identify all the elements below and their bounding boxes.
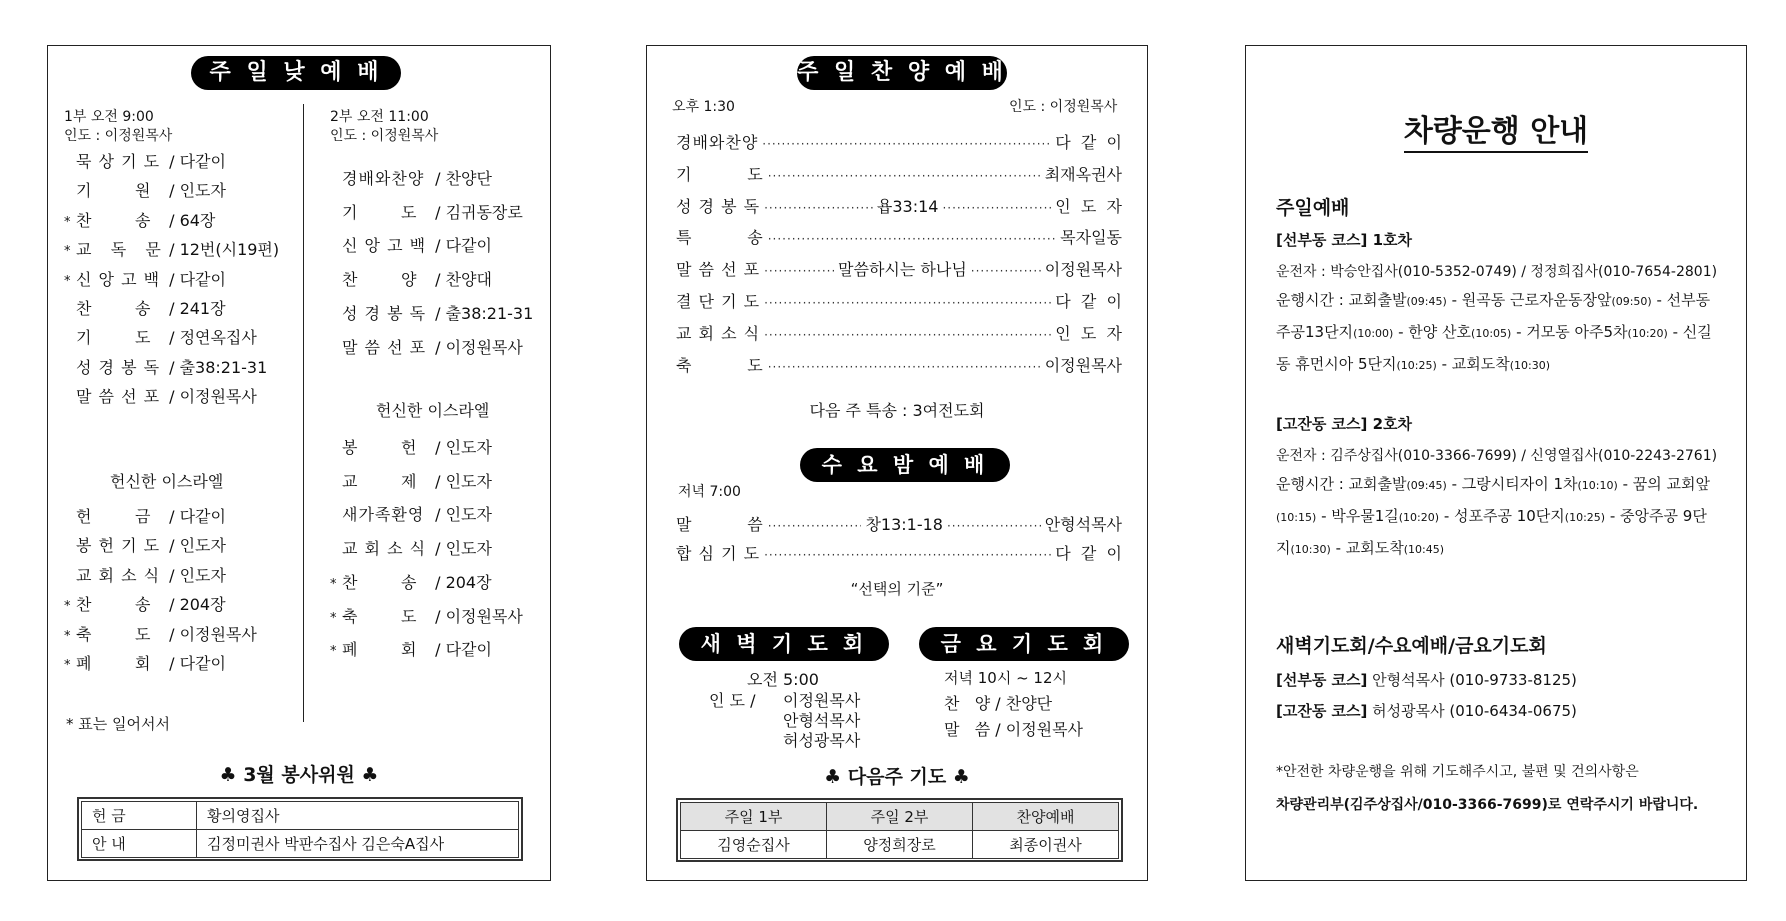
service-item (330, 335, 523, 358)
service-item-label: 성 경 봉 독 (76, 357, 161, 377)
standing-mark: * (330, 576, 337, 592)
service-item-label: 말 씀 (944, 720, 991, 739)
separator: / (164, 181, 180, 201)
service-item-value: 인도자 (179, 536, 226, 556)
service-item-label: 찬 양 (944, 694, 991, 713)
service-item (64, 267, 226, 290)
separator: / (164, 565, 180, 585)
wednesday-service-time: 저녁 7:00 (678, 484, 741, 500)
separator: / (164, 299, 180, 318)
service-item-value: 인도자 (445, 539, 492, 559)
service-item-label: 찬 송 (76, 299, 152, 318)
separator: / (164, 624, 180, 644)
volunteers-table (81, 801, 519, 858)
dawn-prayer-leader: 이정원목사 (783, 691, 861, 710)
service-item-label: 찬 양 (342, 270, 418, 290)
service-item-label: 합 심 기 도 (676, 544, 761, 563)
separator: / (164, 210, 180, 230)
wednesday-sermon-title: “선택의 기준” (850, 580, 944, 598)
table-row (82, 830, 519, 858)
service-item-label: 기 도 (76, 328, 152, 348)
wednesday-service-title: 수 요 밤 예 배 (800, 448, 1010, 482)
service-item (676, 162, 1122, 185)
route-stop: - 거모동 아주5차 (1511, 323, 1628, 341)
standing-mark: * (64, 599, 71, 615)
service-item (330, 502, 492, 525)
service-item-value: 인도자 (445, 438, 492, 457)
service-item-value: 다같이 (179, 269, 226, 289)
praise-service-time: 오후 1:30 (672, 99, 735, 115)
dot-leader (947, 519, 1041, 533)
service-item-value: 12번(시19편) (179, 240, 280, 260)
dawn-prayer-leader-label: 인 도 / (709, 691, 756, 710)
service-item-value: 인도자 (179, 181, 226, 201)
separator: / (430, 236, 446, 256)
service-item-value: 다같이 (445, 640, 492, 660)
route-time: (10:45) (1403, 543, 1445, 556)
course2-title: [고잔동 코스] 2호차 (1276, 415, 1413, 433)
route-time: (09:45) (1406, 295, 1447, 308)
service-item (330, 536, 492, 559)
dot-leader (768, 232, 1056, 246)
service-item-detail: 말씀하시는 하나님 (838, 260, 967, 280)
standing-mark: * (64, 273, 71, 289)
prayer-name: 양정희장로 (827, 831, 973, 859)
service-item-value: 인도자 (445, 505, 492, 525)
route-time: (10:30) (1290, 543, 1331, 556)
service-item-label: 말 씀 (676, 515, 764, 534)
service-item (64, 563, 226, 586)
service-item-label: 묵 상 기 도 (76, 152, 161, 171)
service-item (944, 691, 1052, 714)
service-item-label: 경배와찬양 (676, 133, 759, 152)
dot-leader (768, 360, 1041, 374)
service-item (330, 301, 533, 324)
service-item-detail: 창13:1-18 (865, 515, 943, 534)
service-item (676, 225, 1122, 248)
route-stop: - 중앙주공 9단지 (1276, 507, 1707, 557)
dawn-prayer-time: 오전 5:00 (747, 670, 819, 689)
separator: / (430, 202, 446, 222)
dawn-prayer-title: 새 벽 기 도 회 (679, 627, 889, 661)
service-item (676, 353, 1122, 376)
service-item-label: 교 독 문 (76, 240, 162, 260)
separator: / (430, 606, 446, 626)
service-item (64, 533, 226, 556)
route-stop: - 그랑시티자이 1차 (1446, 475, 1578, 493)
standing-mark: * (64, 628, 71, 644)
separator: / (164, 536, 180, 556)
friday-prayer-title: 금 요 기 도 회 (919, 627, 1129, 661)
second-service-sermon-title: 헌신한 이스라엘 (376, 401, 490, 420)
first-service-leader: 인도 : 이정원목사 (64, 128, 173, 144)
separator: / (164, 269, 180, 289)
service-item-label: 헌 금 (76, 507, 152, 526)
service-item-label: 성 경 봉 독 (676, 196, 761, 216)
course2-driver: 운전자 : 김주상집사(010-3366-7699) / 신영열집사(010-2243-2761) (1276, 448, 1718, 464)
service-item-value: 241장 (179, 299, 226, 318)
volunteer-role: 안 내 (82, 830, 197, 858)
volunteer-role: 헌 금 (82, 802, 197, 830)
weekday-course1 (1276, 669, 1577, 690)
service-item-label: 성 경 봉 독 (342, 303, 427, 323)
service-item-value: 찬양대 (445, 270, 492, 290)
route-time: (10:25) (1564, 511, 1606, 524)
separator: / (164, 387, 180, 407)
next-week-prayer-table (680, 802, 1119, 859)
service-item-value: 안형석목사 (1044, 515, 1122, 534)
next-week-prayer-title: ♣ 다음주 기도 ♣ (824, 766, 970, 788)
service-item-value: 이정원목사 (179, 624, 257, 644)
standing-mark: * (330, 610, 337, 626)
next-special-song: 다음 주 특송 : 3여전도회 (809, 401, 985, 420)
service-item-value: 찬양단 (445, 169, 492, 188)
service-item (676, 194, 1122, 217)
route-stop: - 꿈의 교회앞 (1617, 475, 1710, 493)
sunday-service-title: 주 일 낮 예 배 (191, 56, 401, 90)
first-service-time: 1부 오전 9:00 (64, 109, 154, 125)
service-item-value: 출38:21-31 (179, 357, 268, 377)
service-item-label: 말 씀 선 포 (76, 387, 161, 407)
service-item (676, 541, 1122, 564)
service-item-label: 찬 송 (76, 210, 152, 230)
dawn-prayer-leader: 안형석목사 (783, 711, 861, 730)
route-stop: 운행시간 : 교회출발 (1276, 291, 1407, 309)
dot-leader (764, 264, 834, 278)
route-stop: - 성포주공 10단지 (1439, 507, 1565, 525)
service-item-value: 목자일동 (1060, 228, 1122, 248)
service-item-label: 교 회 소 식 (676, 323, 761, 343)
prayer-header: 주일 2부 (827, 803, 973, 831)
dot-leader (971, 264, 1041, 278)
weekday-course2 (1276, 700, 1577, 721)
table-row (681, 831, 1119, 859)
service-item (64, 504, 226, 527)
service-item (64, 622, 257, 645)
service-item-value: 이정원목사 (445, 337, 523, 357)
route-time: (09:50) (1611, 295, 1652, 308)
route-stop: - 선부동 주공13단지 (1276, 291, 1711, 341)
service-item-label: 새가족환영 (342, 505, 425, 525)
service-item-value: 정연옥집사 (179, 328, 257, 348)
service-item (944, 717, 1083, 740)
service-item-label: 축 도 (76, 624, 152, 644)
service-item-value: 김귀동장로 (445, 202, 523, 222)
weekday-course1-driver: 안형석목사 (010-9733-8125) (1367, 671, 1577, 689)
service-item (330, 166, 492, 189)
service-item-label: 경배와찬양 (342, 169, 425, 188)
volunteer-names: 황의영집사 (197, 802, 519, 830)
dawn-prayer-leader: 허성광목사 (783, 731, 861, 750)
service-item-value: 이정원목사 (445, 606, 523, 626)
service-item (64, 592, 226, 615)
sunday-service-heading: 주일예배 (1276, 197, 1350, 219)
second-service-leader: 인도 : 이정원목사 (330, 128, 439, 144)
dot-leader (942, 201, 1051, 215)
standing-mark: * (330, 644, 337, 660)
vehicle-schedule-title-text: 차량운행 안내 (1404, 114, 1588, 153)
service-item (330, 267, 492, 290)
service-item-label: 축 도 (676, 355, 764, 375)
volunteers-title: ♣ 3월 봉사위원 ♣ (219, 764, 379, 786)
route-stop: 운행시간 : 교회출발 (1276, 475, 1407, 493)
separator: / (430, 169, 446, 188)
route-stop: - 박우물1길 (1316, 507, 1399, 525)
service-item (676, 512, 1122, 535)
course1-driver: 운전자 : 박승안집사(010-5352-0749) / 정정희집사(010-7654-2801) (1276, 264, 1718, 280)
service-item (330, 570, 492, 593)
service-item-value: 204장 (179, 595, 226, 615)
service-item-label: 말 씀 선 포 (342, 337, 427, 357)
separator: / (164, 328, 180, 348)
service-item-value: 출38:21-31 (445, 303, 534, 323)
separator: / (164, 507, 180, 526)
service-item-value: 204장 (445, 572, 492, 592)
separator: / (430, 303, 446, 323)
service-item-value: 다같이 (445, 236, 492, 256)
service-item (64, 651, 226, 674)
separator: / (990, 694, 1006, 713)
weekday-course1-name: [선부동 코스] (1276, 671, 1368, 689)
service-item-label: 찬 송 (342, 572, 418, 592)
route-time: (10:05) (1471, 327, 1512, 340)
course2-route (1276, 469, 1721, 565)
service-item (676, 321, 1122, 344)
praise-service-title: 주 일 찬 양 예 배 (797, 56, 1007, 90)
volunteer-names: 김정미권사 박판수집사 김은숙A집사 (197, 830, 519, 858)
service-item-value: 다 같 이 (1055, 292, 1122, 311)
route-stop: - 한양 산호 (1393, 323, 1472, 341)
course1-route (1276, 285, 1721, 381)
service-item (330, 233, 492, 256)
standing-mark: * (64, 214, 71, 230)
friday-prayer-time: 저녁 10시 ~ 12시 (944, 669, 1068, 687)
route-stop: - 신길동 휴먼시아 5단지 (1276, 323, 1712, 373)
service-item (64, 178, 226, 201)
service-item-label: 교 제 (342, 471, 418, 491)
service-item-label: 교 회 소 식 (76, 565, 161, 585)
service-item-value: 최재옥권사 (1044, 164, 1122, 184)
service-item (64, 296, 226, 319)
route-time: (09:45) (1406, 479, 1447, 492)
standing-mark: * (64, 658, 71, 673)
route-stop: - 교회도착 (1330, 539, 1404, 557)
vehicle-schedule-title (1246, 106, 1746, 150)
separator: / (164, 152, 180, 171)
service-item-value: 다같이 (179, 152, 226, 171)
service-item (676, 257, 1122, 280)
service-item-label: 봉 헌 (342, 438, 418, 457)
service-item-value: 이정원목사 (179, 387, 257, 407)
course1-title: [선부동 코스] 1호차 (1276, 231, 1413, 249)
route-stop: - 교회도착 (1436, 355, 1510, 373)
separator: / (430, 640, 446, 660)
notice-line-2: 차량관리부(김주상집사/010-3366-7699)로 연락주시기 바랍니다. (1276, 797, 1699, 813)
service-item-value: 이정원목사 (1044, 260, 1123, 280)
service-item (64, 149, 226, 172)
service-item (330, 469, 492, 492)
separator: / (430, 471, 446, 491)
service-item (64, 355, 267, 378)
weekday-course2-driver: 허성광목사 (010-6434-0675) (1367, 702, 1577, 720)
separator: / (164, 595, 180, 615)
standing-note: * 표는 일어서서 (66, 715, 170, 733)
service-item (330, 435, 492, 458)
separator: / (164, 654, 180, 673)
service-item-value: 다같이 (179, 654, 226, 673)
separator: / (430, 539, 446, 559)
service-item-label: 신 앙 고 백 (76, 269, 161, 289)
separator: / (164, 357, 180, 377)
service-item-value: 다 같 이 (1055, 133, 1122, 152)
route-time: (10:10) (1577, 479, 1618, 492)
dot-leader (764, 548, 1051, 562)
separator: / (430, 505, 446, 525)
service-item-label: 신 앙 고 백 (342, 236, 427, 256)
service-item-label: 찬 송 (76, 595, 152, 615)
sunday-service-panel (47, 45, 551, 881)
service-item-label: 기 도 (676, 164, 764, 184)
weekday-heading: 새벽기도회/수요예배/금요기도회 (1276, 635, 1547, 657)
dot-leader (768, 519, 862, 533)
service-item-value: 이정원목사 (1005, 720, 1084, 739)
service-item-label: 폐 회 (342, 640, 418, 660)
service-item-value: 인도자 (445, 471, 492, 491)
prayer-name: 김영순집사 (681, 831, 827, 859)
service-item-label: 결 단 기 도 (676, 292, 761, 311)
dot-leader (768, 169, 1041, 183)
prayer-header: 찬양예배 (973, 803, 1119, 831)
service-item-value: 인 도 자 (1055, 323, 1122, 343)
praise-service-leader: 인도 : 이정원목사 (1009, 99, 1118, 115)
route-time: (10:30) (1509, 359, 1551, 372)
column-divider (303, 104, 304, 722)
service-item-label: 축 도 (342, 606, 418, 626)
service-item-label: 교 회 소 식 (342, 539, 427, 559)
service-item-value: 찬양단 (1005, 694, 1053, 713)
dot-leader (764, 328, 1051, 342)
service-item-value: 인 도 자 (1055, 196, 1123, 216)
service-item-value: 64장 (179, 210, 216, 230)
service-item-label: 폐 회 (76, 654, 152, 673)
route-time: (10:15) (1276, 511, 1317, 524)
service-item (64, 325, 257, 348)
prayer-name: 최종이권사 (973, 831, 1119, 859)
service-item-value: 이정원목사 (1044, 355, 1122, 375)
weekday-course2-name: [고잔동 코스] (1276, 702, 1368, 720)
separator: / (430, 438, 446, 457)
sunday-praise-panel (646, 45, 1148, 881)
first-service-sermon-title: 헌신한 이스라엘 (110, 472, 224, 491)
vehicle-schedule-panel (1245, 45, 1747, 881)
separator: / (164, 240, 180, 260)
notice-line-1: *안전한 차량운행을 위해 기도해주시고, 불편 및 건의사항은 (1276, 764, 1639, 780)
service-item-label: 기 도 (342, 202, 418, 222)
service-item-label: 말 씀 선 포 (676, 260, 761, 280)
dot-leader (764, 296, 1051, 310)
service-item (330, 604, 523, 627)
table-row (82, 802, 519, 830)
table-row (681, 803, 1119, 831)
service-item-label: 기 원 (76, 181, 152, 201)
service-item-value: 인도자 (179, 565, 226, 585)
route-time: (10:20) (1398, 511, 1440, 524)
prayer-header: 주일 1부 (681, 803, 827, 831)
service-item (64, 237, 279, 260)
standing-mark: * (64, 244, 71, 260)
service-item (676, 130, 1122, 153)
route-time: (10:00) (1353, 327, 1394, 340)
dot-leader (764, 201, 873, 215)
separator: / (430, 572, 446, 592)
route-time: (10:25) (1396, 359, 1437, 372)
second-service-time: 2부 오전 11:00 (330, 109, 429, 125)
dot-leader (762, 137, 1051, 151)
service-item (64, 208, 215, 231)
service-item-value: 다 같 이 (1055, 544, 1122, 563)
route-time: (10:20) (1627, 327, 1668, 340)
route-stop: - 원곡동 근로자운동장앞 (1446, 291, 1612, 309)
service-item (330, 200, 523, 223)
service-item (330, 637, 492, 660)
service-item-value: 다같이 (179, 507, 226, 526)
separator: / (990, 720, 1006, 739)
separator: / (430, 270, 446, 290)
service-item (64, 384, 257, 407)
service-item (676, 289, 1122, 312)
separator: / (430, 337, 446, 357)
service-item-label: 봉 헌 기 도 (76, 536, 161, 556)
service-item-detail: 욥33:14 (876, 196, 939, 216)
service-item-label: 특 송 (676, 228, 764, 248)
